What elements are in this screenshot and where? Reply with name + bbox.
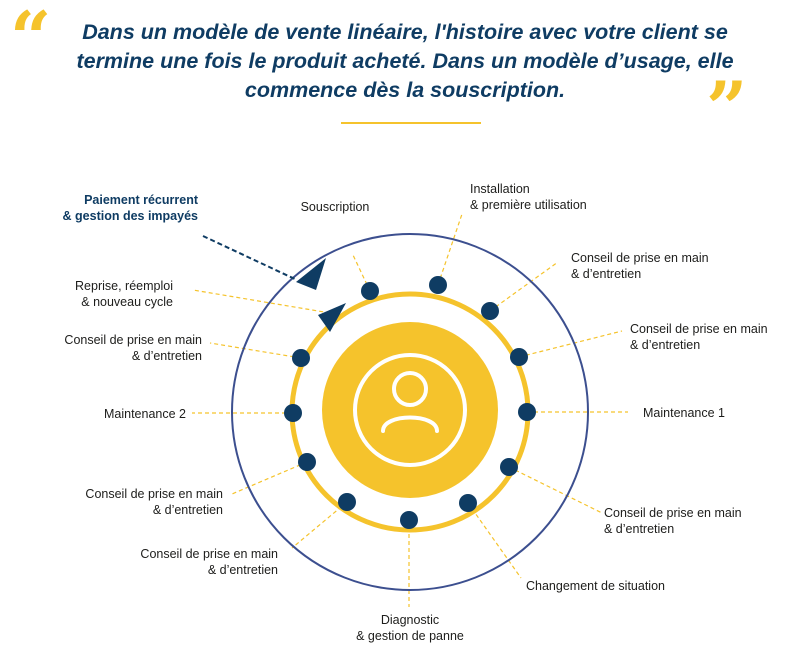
label-paiement-recurrent (63, 192, 198, 224)
outer-pointer-line (203, 236, 297, 280)
marker-conseil-r3 (500, 458, 518, 476)
label-line: & d’entretien (571, 267, 642, 281)
label-line: & d’entretien (630, 338, 701, 352)
label-line: Diagnostic (380, 613, 440, 627)
label-line: Conseil de prise en main (571, 251, 709, 265)
label-line: Conseil de prise en main (604, 506, 742, 520)
label-line: & d’entretien (152, 503, 223, 517)
connector-conseil-r3 (509, 467, 602, 513)
label-line: & nouveau cycle (81, 295, 173, 309)
label-line: & gestion des impayés (62, 209, 198, 223)
marker-maintenance2 (284, 404, 302, 422)
marker-changement (459, 494, 477, 512)
label-line: Reprise, réemploi (75, 279, 173, 293)
label-line: Conseil de prise en main (85, 487, 223, 501)
connector-changement (468, 503, 521, 578)
marker-installation (429, 276, 447, 294)
marker-conseil-l1 (338, 493, 356, 511)
label-souscription (280, 199, 390, 215)
connector-conseil-l3 (210, 343, 301, 358)
marker-conseil-l2 (298, 453, 316, 471)
connector-installation (438, 214, 462, 285)
closing-quote-mark: ” (706, 65, 748, 150)
label-line: Maintenance 2 (103, 407, 186, 421)
label-line: Conseil de prise en main (64, 333, 202, 347)
label-line: & d’entretien (131, 349, 202, 363)
label-conseil-l1 (140, 546, 278, 578)
headline-line-3: commence dès la souscription. (244, 78, 566, 102)
headline-line-1: Dans un modèle de vente linéaire, l'histoire avec votre client se (82, 20, 728, 44)
label-line: Installation (470, 182, 530, 196)
outer-ring-arrow-icon (296, 258, 326, 290)
label-line: & d’entretien (604, 522, 675, 536)
marker-conseil-l3 (292, 349, 310, 367)
label-maintenance1 (643, 405, 725, 421)
marker-diagnostic (400, 511, 418, 529)
label-line: Maintenance 1 (643, 406, 726, 420)
headline-line-2: termine une fois le produit acheté. Dans un modèle d’usage, elle (76, 49, 734, 73)
label-conseil-r1 (571, 250, 709, 282)
label-line: & d’entretien (207, 563, 278, 577)
label-line: Paiement récurrent (84, 193, 198, 207)
label-line: Conseil de prise en main (140, 547, 278, 561)
label-conseil-l2 (85, 486, 223, 518)
label-conseil-r2 (630, 321, 768, 353)
marker-conseil-r1 (481, 302, 499, 320)
marker-souscription (361, 282, 379, 300)
label-conseil-r3 (604, 505, 742, 537)
connector-conseil-l2 (232, 462, 307, 494)
connector-reprise (193, 290, 330, 313)
label-line: Conseil de prise en main (630, 322, 768, 336)
opening-quote-mark: “ (10, 0, 52, 80)
label-conseil-l3 (64, 332, 202, 364)
label-changement (526, 578, 665, 594)
label-line: Souscription (300, 200, 370, 214)
center-disc (322, 322, 498, 498)
label-line: & première utilisation (470, 198, 587, 212)
label-maintenance2 (104, 406, 186, 422)
label-line: Changement de situation (526, 579, 665, 593)
label-reprise (75, 278, 173, 310)
marker-maintenance1 (518, 403, 536, 421)
label-diagnostic (335, 612, 485, 644)
connector-conseil-r1 (490, 262, 558, 311)
marker-conseil-r2 (510, 348, 528, 366)
label-installation (470, 181, 587, 213)
label-line: & gestion de panne (356, 629, 464, 643)
